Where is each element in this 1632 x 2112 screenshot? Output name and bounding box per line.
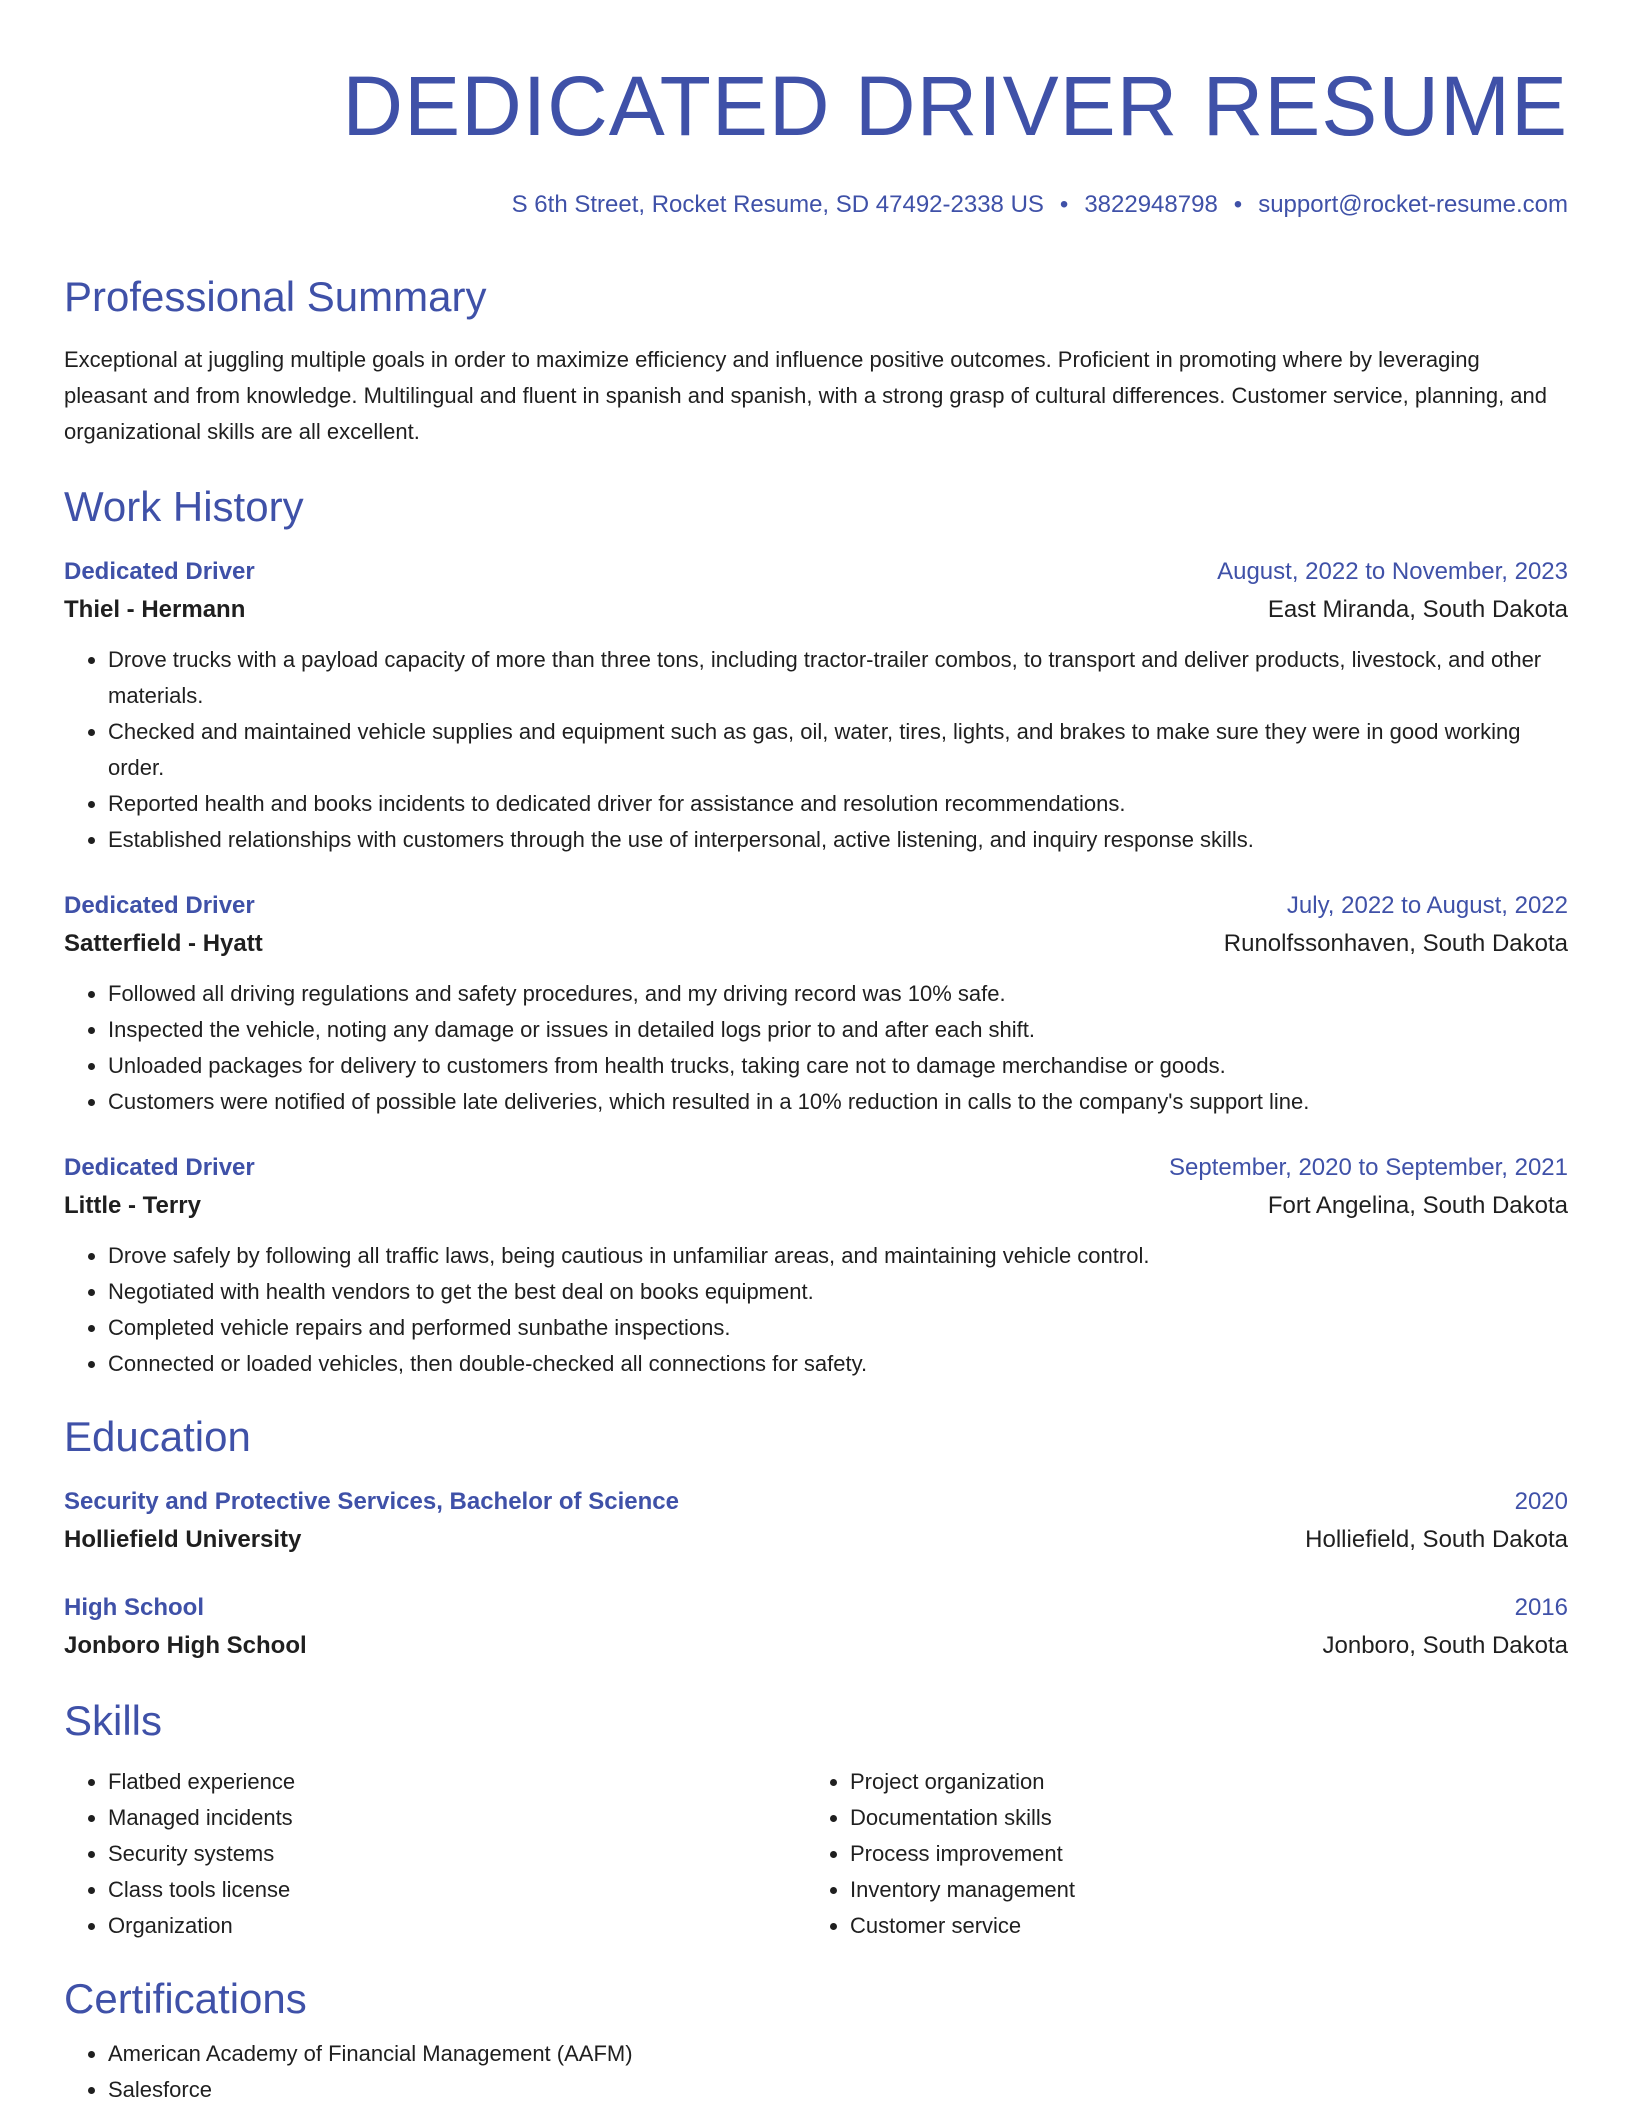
- job-dates: August, 2022 to November, 2023: [1217, 558, 1568, 585]
- education-school: Jonboro High School: [64, 1632, 307, 1659]
- job-company-row: [64, 1186, 1568, 1226]
- job-company: Little - Terry: [64, 1192, 201, 1219]
- education-school-row: [64, 1520, 1568, 1560]
- education-school: Holliefield University: [64, 1526, 302, 1553]
- job-dates: July, 2022 to August, 2022: [1286, 892, 1568, 919]
- job-company: Satterfield - Hyatt: [64, 930, 263, 957]
- job-bullet: • Checked and maintained vehicle supplies and equipment such as gas, oil, water, tires, lights, and brakes to make sure they were in good working order.: [108, 714, 1568, 786]
- education-year: 2016: [1514, 1594, 1568, 1621]
- skill-item: • Project organization: [850, 1764, 1548, 1800]
- job-bullet: • Completed vehicle repairs and performed sunbathe inspections.: [108, 1310, 1568, 1346]
- job-title: Dedicated Driver: [64, 558, 255, 585]
- skills-column-left: [64, 1764, 806, 1944]
- job-bullet: • Established relationships with customers through the use of interpersonal, active listening, and inquiry response skills.: [108, 822, 1568, 858]
- skills-column-right: [806, 1764, 1548, 1944]
- job-entry: [64, 888, 1568, 1120]
- contact-line: [64, 190, 1568, 220]
- skill-item: • Class tools license: [108, 1872, 806, 1908]
- work-history-heading: Work History: [64, 483, 304, 530]
- skills-list: [64, 1764, 806, 1944]
- contact-phone: 3822948798: [1084, 191, 1218, 218]
- skill-item: • Organization: [108, 1908, 806, 1944]
- skills-grid: [64, 1764, 1568, 1944]
- job-title-row: [64, 888, 1568, 924]
- job-bullet: • Reported health and books incidents to dedicated driver for assistance and resolution recommendations.: [108, 786, 1568, 822]
- education-degree-row: [64, 1484, 1568, 1520]
- job-bullets: [64, 976, 1568, 1120]
- job-bullet: • Drove safely by following all traffic laws, being cautious in unfamiliar areas, and maintaining vehicle control.: [108, 1238, 1568, 1274]
- education-degree: High School: [64, 1594, 204, 1621]
- job-location: Fort Angelina, South Dakota: [1267, 1192, 1568, 1219]
- contact-separator: •: [1059, 191, 1069, 218]
- skill-item: • Process improvement: [850, 1836, 1548, 1872]
- job-bullet: • Connected or loaded vehicles, then double-checked all connections for safety.: [108, 1346, 1568, 1382]
- job-company: Thiel - Hermann: [64, 596, 246, 623]
- job-bullet: • Inspected the vehicle, noting any damage or issues in detailed logs prior to and after each shift.: [108, 1012, 1568, 1048]
- summary-text: Exceptional at juggling multiple goals in order to maximize efficiency and influence positive outcomes. Proficient in promoting where by leveraging pleasant and from knowledge. Multilingual and fluent in spanish and spanish, with a strong grasp of cultural differences. Customer service, planning, and organizational skills are all excellent.: [64, 347, 1548, 444]
- certification-item: • Salesforce: [108, 2072, 1568, 2108]
- education-location: Holliefield, South Dakota: [1305, 1526, 1568, 1553]
- certifications-heading: Certifications: [64, 1975, 307, 2022]
- job-entry: [64, 554, 1568, 858]
- job-bullets: [64, 642, 1568, 858]
- skill-item: • Inventory management: [850, 1872, 1548, 1908]
- job-company-row: [64, 924, 1568, 964]
- job-bullet: • Drove trucks with a payload capacity of more than three tons, including tractor-trailer combos, to transport and deliver products, livestock, and other materials.: [108, 642, 1568, 714]
- contact-separator: •: [1233, 191, 1243, 218]
- certification-item: • American Academy of Financial Management (AAFM): [108, 2036, 1568, 2072]
- education-degree: Security and Protective Services, Bachelor of Science: [64, 1488, 679, 1515]
- education-entry: [64, 1590, 1568, 1666]
- job-bullet: • Unloaded packages for delivery to customers from health trucks, taking care not to damage merchandise or goods.: [108, 1048, 1568, 1084]
- education-degree-row: [64, 1590, 1568, 1626]
- job-bullet: • Customers were notified of possible late deliveries, which resulted in a 10% reduction in calls to the company's support line.: [108, 1084, 1568, 1120]
- skills-heading: Skills: [64, 1697, 163, 1744]
- education-location: Jonboro, South Dakota: [1322, 1632, 1568, 1659]
- job-location: East Miranda, South Dakota: [1267, 596, 1568, 623]
- skill-item: • Flatbed experience: [108, 1764, 806, 1800]
- skills-list: [806, 1764, 1548, 1944]
- job-title-row: [64, 554, 1568, 590]
- education-school-row: [64, 1626, 1568, 1666]
- job-title-row: [64, 1150, 1568, 1186]
- job-dates: September, 2020 to September, 2021: [1169, 1154, 1568, 1181]
- job-entry: [64, 1150, 1568, 1382]
- education-year: 2020: [1514, 1488, 1568, 1515]
- education-heading: Education: [64, 1413, 251, 1460]
- skill-item: • Managed incidents: [108, 1800, 806, 1836]
- job-bullet: • Followed all driving regulations and safety procedures, and my driving record was 10% safe.: [108, 976, 1568, 1012]
- job-title: Dedicated Driver: [64, 892, 255, 919]
- contact-address: S 6th Street, Rocket Resume, SD 47492-2338 US: [511, 191, 1044, 218]
- resume-page: [64, 0, 1568, 2108]
- certifications-list: [64, 2036, 1568, 2108]
- skill-item: • Documentation skills: [850, 1800, 1548, 1836]
- job-bullets: [64, 1238, 1568, 1382]
- contact-email[interactable]: support@rocket-resume.com: [1258, 191, 1568, 218]
- resume-title: DEDICATED DRIVER RESUME: [342, 59, 1568, 153]
- skill-item: • Customer service: [850, 1908, 1548, 1944]
- summary-heading: Professional Summary: [64, 273, 487, 320]
- skill-item: • Security systems: [108, 1836, 806, 1872]
- job-location: Runolfssonhaven, South Dakota: [1223, 930, 1568, 957]
- job-title: Dedicated Driver: [64, 1154, 255, 1181]
- education-entry: [64, 1484, 1568, 1560]
- job-bullet: • Negotiated with health vendors to get the best deal on books equipment.: [108, 1274, 1568, 1310]
- job-company-row: [64, 590, 1568, 630]
